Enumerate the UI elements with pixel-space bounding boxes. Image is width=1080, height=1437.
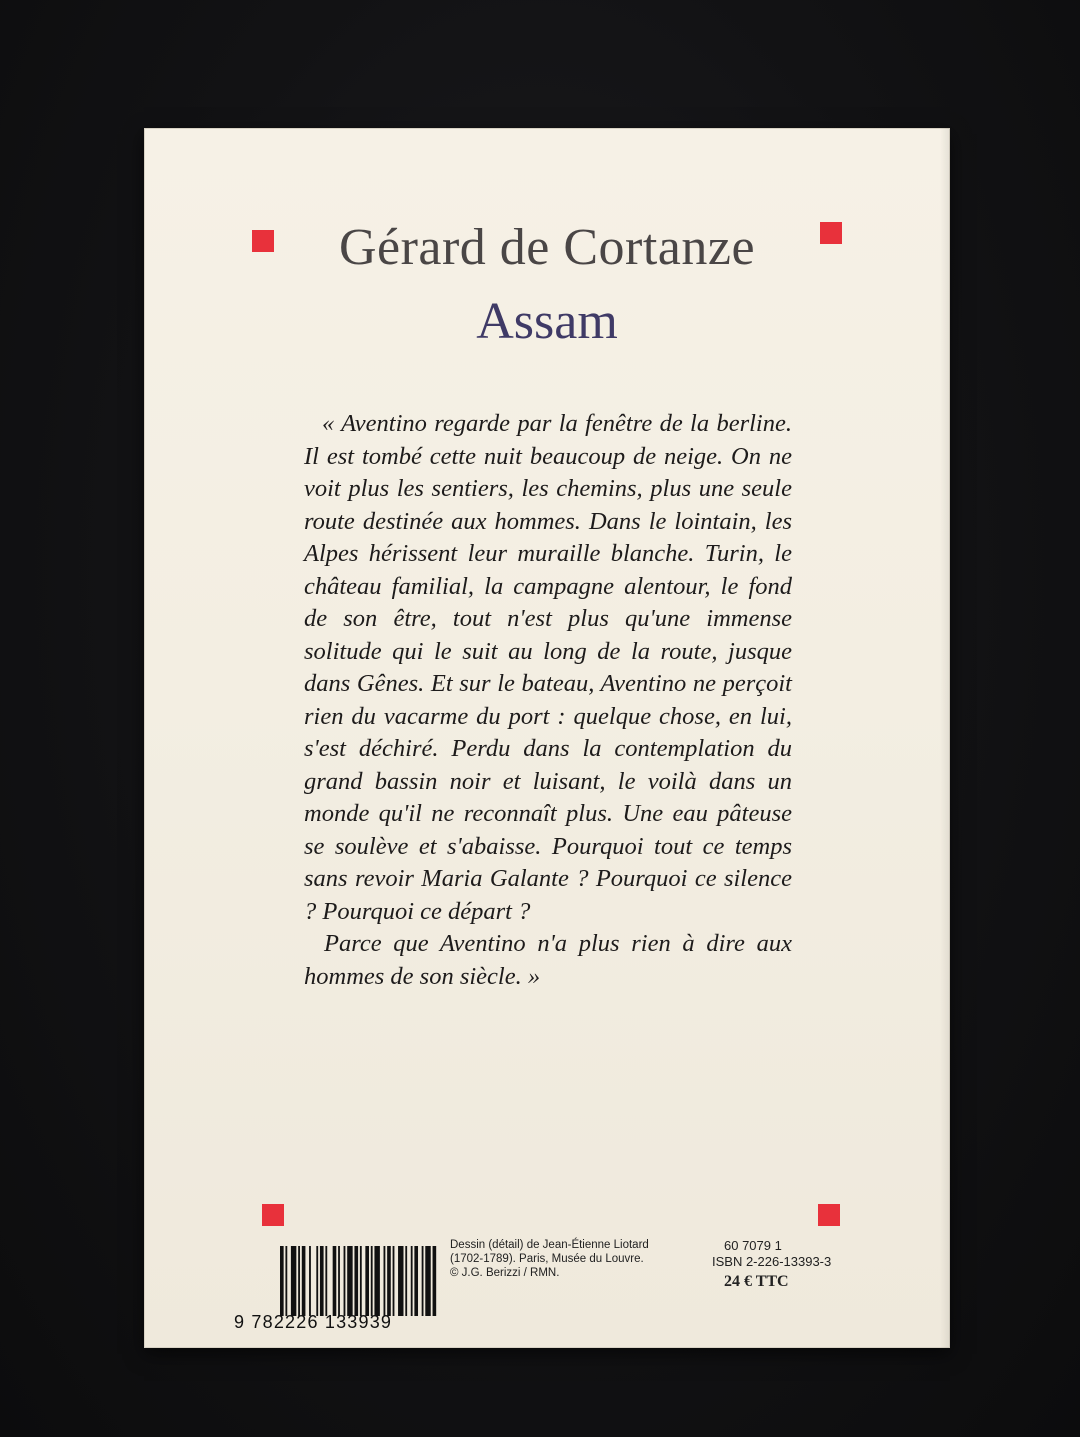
barcode-bar bbox=[425, 1246, 430, 1316]
barcode-bar bbox=[393, 1246, 395, 1316]
barcode-bar bbox=[291, 1246, 296, 1316]
blurb-paragraph-2: Parce que Aventino n'a plus rien à dire aux hommes de son siècle. » bbox=[304, 930, 792, 990]
barcode-bar bbox=[405, 1246, 407, 1316]
barcode-bar bbox=[398, 1246, 403, 1316]
barcode-bar bbox=[333, 1246, 337, 1316]
barcode-bar bbox=[338, 1246, 340, 1316]
barcode-bar bbox=[325, 1246, 327, 1316]
barcode-bar bbox=[384, 1246, 386, 1316]
isbn: ISBN 2-226-13393-3 bbox=[712, 1254, 832, 1269]
back-cover-blurb bbox=[304, 408, 792, 993]
barcode-bar bbox=[374, 1246, 379, 1316]
price-block bbox=[710, 1238, 860, 1292]
barcode-bar bbox=[354, 1246, 358, 1316]
barcode-digits: 9 782226 133939 bbox=[234, 1312, 393, 1332]
book-title: Assam bbox=[476, 293, 618, 350]
credit-line-3: © J.G. Berizzi / RMN. bbox=[450, 1267, 560, 1279]
barcode-bars-icon bbox=[280, 1246, 438, 1316]
barcode-bar bbox=[414, 1246, 418, 1316]
illustration-credit bbox=[450, 1238, 680, 1280]
product-code: 60 7079 1 bbox=[724, 1238, 782, 1253]
barcode-bar bbox=[360, 1246, 362, 1316]
barcode-bar bbox=[302, 1246, 306, 1316]
author-name: Gérard de Cortanze bbox=[338, 219, 756, 276]
credit-line-2: (1702-1789). Paris, Musée du Louvre. bbox=[450, 1253, 644, 1265]
barcode-bar bbox=[365, 1246, 369, 1316]
barcode-bar bbox=[411, 1246, 413, 1316]
barcode-bar bbox=[422, 1246, 424, 1316]
barcode bbox=[234, 1246, 438, 1334]
barcode-bar bbox=[347, 1246, 352, 1316]
blurb-paragraph-1: « Aventino regarde par la fenêtre de la berline. Il est tombé cette nuit beaucoup de neige. On ne voit plus les sentiers, les chemins, plus une seule route destinée aux hommes. Dans le lointain, les Alpes hérissent leur muraille blanche. Turin, le château familial, la campagne alentour, le fond de son être, tout n'est plus qu'une immense solitude qui le suit au long de la route, jusque dans Gênes. Et sur le bateau, Aventino ne perçoit rien du vacarme du port : quelque chose, en lui, s'est déchiré. Perdu dans la contemplation du grand bassin noir et luisant, le voilà dans un monde qu'il ne reconnaît plus. Une eau pâteuse se soulève et s'abaisse. Pourquoi tout ce temps sans revoir Maria Galante ? Pourquoi ce silence ? Pourquoi ce départ ? bbox=[304, 410, 792, 925]
barcode-bar bbox=[316, 1246, 318, 1316]
barcode-bar bbox=[280, 1246, 284, 1316]
barcode-bar bbox=[433, 1246, 437, 1316]
price: 24 € TTC bbox=[724, 1273, 789, 1290]
barcode-bar bbox=[320, 1246, 324, 1316]
red-square-bottom-right bbox=[818, 1204, 840, 1226]
barcode-bar bbox=[371, 1246, 373, 1316]
barcode-bar bbox=[285, 1246, 287, 1316]
barcode-bar bbox=[387, 1246, 391, 1316]
book-back-cover bbox=[144, 128, 950, 1348]
credit-line-1: Dessin (détail) de Jean-Étienne Liotard bbox=[450, 1239, 649, 1251]
barcode-bar bbox=[309, 1246, 311, 1316]
barcode-bar bbox=[344, 1246, 346, 1316]
red-square-bottom-left bbox=[262, 1204, 284, 1226]
barcode-bar bbox=[298, 1246, 300, 1316]
